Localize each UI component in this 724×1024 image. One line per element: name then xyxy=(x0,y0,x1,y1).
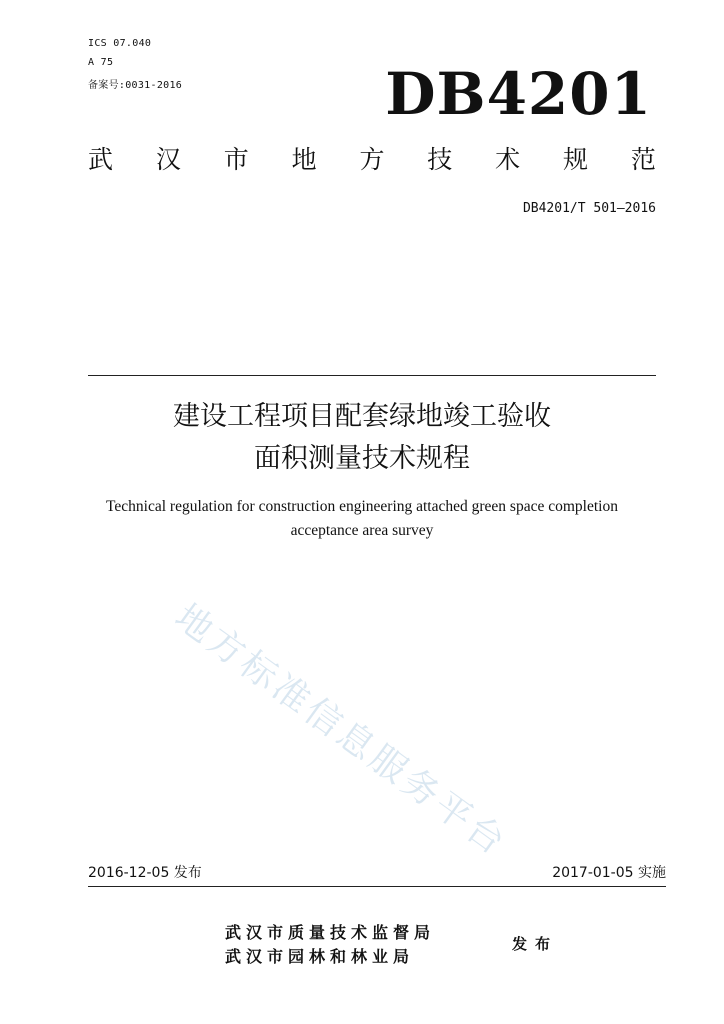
ics-code: ICS 07.040 xyxy=(88,38,152,49)
ccs-code: A 75 xyxy=(88,57,114,68)
standard-code-logo: DB4201 xyxy=(385,60,652,128)
standard-type-char: 术 xyxy=(495,145,521,174)
top-divider xyxy=(88,375,656,376)
watermark: 地方标准信息服务平台 xyxy=(167,596,515,865)
standard-type-char: 方 xyxy=(359,145,385,174)
standard-type xyxy=(88,140,656,176)
issue-label: 发布 xyxy=(512,935,559,953)
standard-type-char: 地 xyxy=(291,145,317,174)
issuer-quality-bureau: 武汉市质量技术监督局 xyxy=(225,923,436,942)
standard-type-char: 技 xyxy=(427,145,453,174)
record-number: 备案号:0031-2016 xyxy=(88,80,183,91)
issuer-landscape-bureau: 武汉市园林和林业局 xyxy=(225,947,415,966)
english-title-line-2: acceptance area survey xyxy=(290,522,434,539)
standard-type-char: 市 xyxy=(223,145,249,174)
chinese-title-line-1: 建设工程项目配套绿地竣工验收 xyxy=(173,401,551,432)
standard-type-char: 武 xyxy=(88,145,114,174)
standard-type-char: 范 xyxy=(630,145,656,174)
bottom-divider xyxy=(88,886,666,887)
english-title-line-1: Technical regulation for construction engineering attached green space completion xyxy=(106,498,618,515)
issue-date: 2016-12-05 发布 xyxy=(88,865,202,881)
implementation-date: 2017-01-05 实施 xyxy=(552,865,666,881)
standard-type-char: 规 xyxy=(563,145,589,174)
chinese-title-line-2: 面积测量技术规程 xyxy=(254,443,470,474)
standard-number: DB4201/T 501—2016 xyxy=(522,201,656,216)
standard-type-char: 汉 xyxy=(155,145,181,174)
